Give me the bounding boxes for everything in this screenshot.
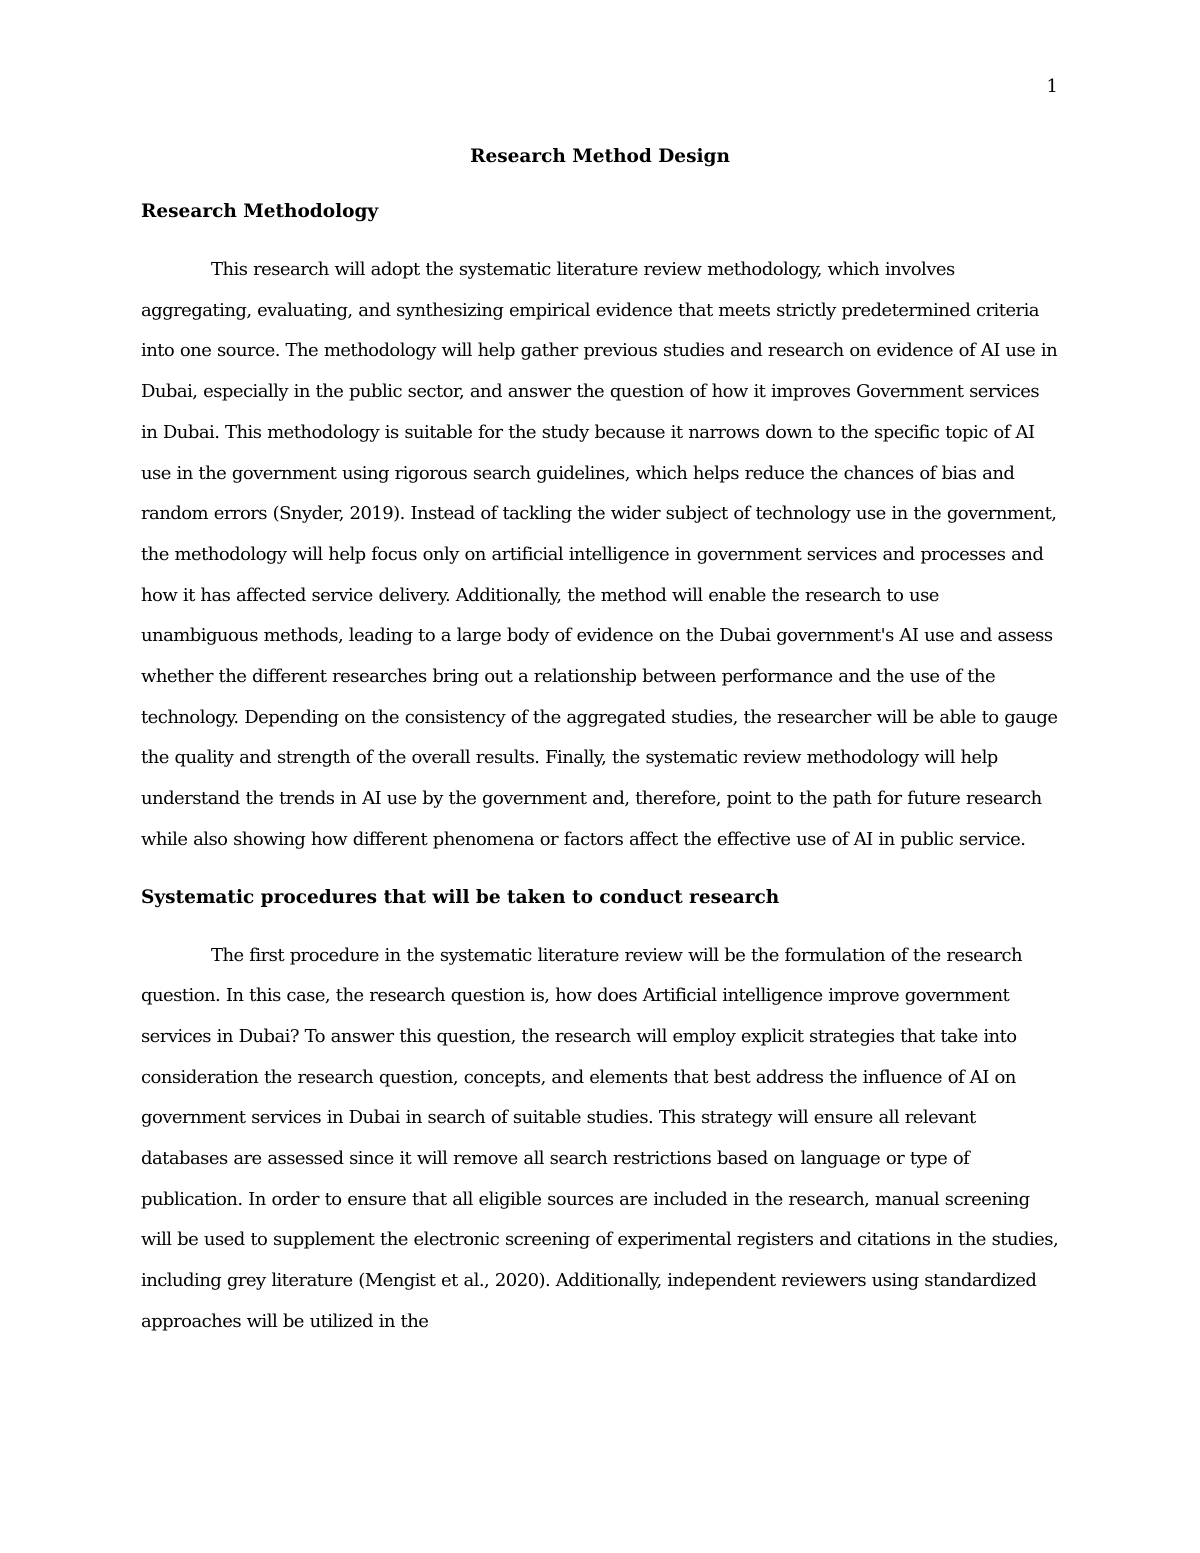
page-content [141,140,1059,1343]
document-title: Research Method Design [470,146,730,167]
section-paragraph-systematic-procedures: The first procedure in the systematic literature review will be the formulation of the research question. In this case, the research question is, how does Artificial intelligence improve government services in Dubai? To answer this question, the research will employ explicit strategies that take into consideration the research question, concepts, and elements that best address the influence of AI on government services in Dubai in search of suitable studies. This strategy will ensure all relevant databases are assessed since it will remove all search restrictions based on language or type of publication. In order to ensure that all eligible sources are included in the research, manual screening will be used to supplement the electronic screening of experimental registers and citations in the studies, including grey literature (Mengist et al., 2020). Additionally, independent reviewers using standardized approaches will be utilized in the [141,944,1059,1332]
section-paragraph-research-methodology: This research will adopt the systematic literature review methodology, which involves aggregating, evaluating, and synthesizing empirical evidence that meets strictly predetermined criteria into one source. The methodology will help gather previous studies and research on evidence of AI use in Dubai, especially in the public sector, and answer the question of how it improves Government services in Dubai. This methodology is suitable for the study because it narrows down to the specific topic of AI use in the government using rigorous search guidelines, which helps reduce the chances of bias and random errors (Snyder, 2019). Instead of tackling the wider subject of technology use in the government, the methodology will help focus only on artificial intelligence in government services and processes and how it has affected service delivery. Additionally, the method will enable the research to use unambiguous methods, leading to a large body of evidence on the Dubai government's AI use and assess whether the different researches bring out a relationship between performance and the use of the technology. Depending on the consistency of the aggregated studies, the researcher will be able to gauge the quality and strength of the overall results. Finally, the systematic review methodology will help understand the trends in AI use by the government and, therefore, point to the path for future research while also showing how different phenomena or factors affect the effective use of AI in public service. [141,259,1058,850]
section-heading-research-methodology: Research Methodology [141,201,379,222]
page-number: 1 [1046,76,1058,97]
section-heading-systematic-procedures: Systematic procedures that will be taken to conduct research [141,886,780,908]
